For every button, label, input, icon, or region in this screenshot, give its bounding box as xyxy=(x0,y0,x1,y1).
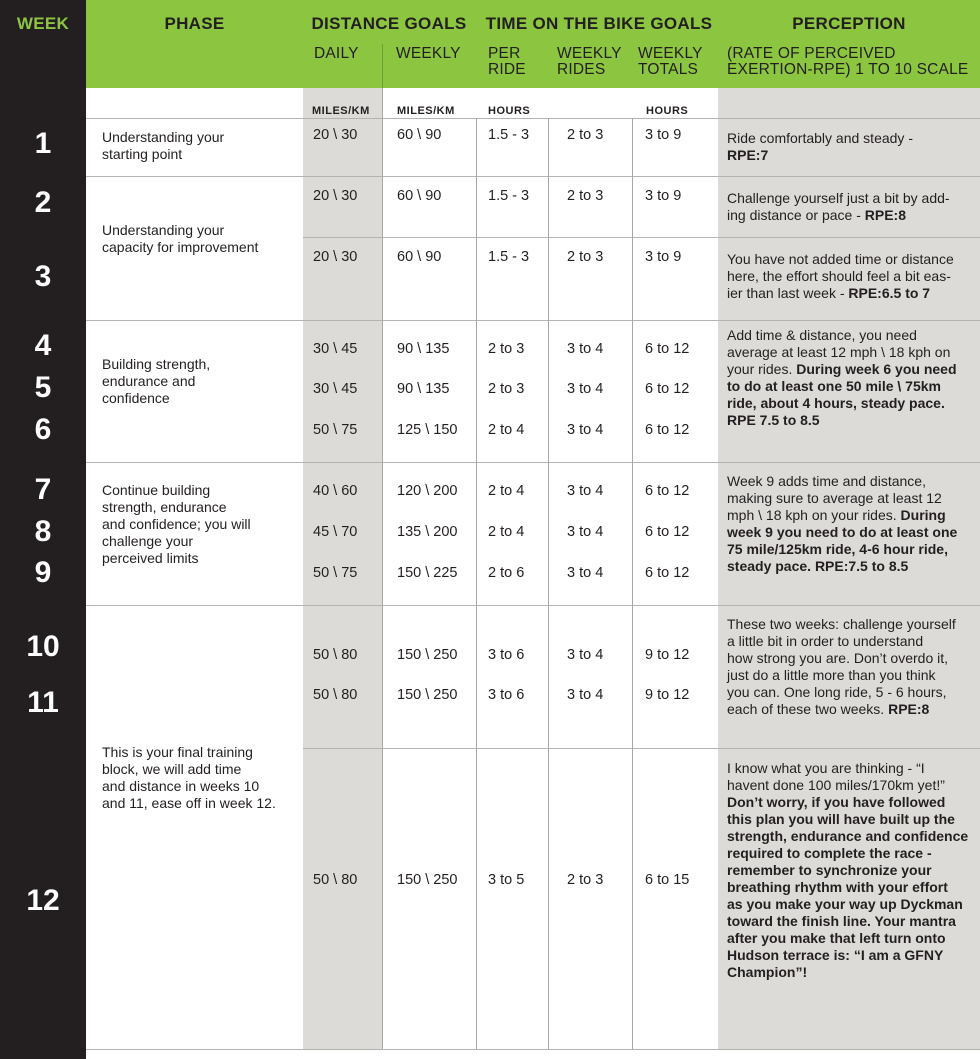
perception-line: ier than last week - xyxy=(727,285,849,301)
table-row xyxy=(0,871,720,891)
phase-line: Understanding your xyxy=(102,222,225,238)
per-ride-cell: 1.5 - 3 xyxy=(488,249,530,265)
weekly-cell: 90 \ 135 xyxy=(397,341,450,357)
phase-line: block, we will add time xyxy=(102,761,242,777)
perception-line: here, the effort should feel a bit eas- xyxy=(727,268,951,284)
table-row xyxy=(0,564,720,584)
daily-cell: 30 \ 45 xyxy=(313,381,358,397)
weekly-totals-cell: 6 to 12 xyxy=(645,341,690,357)
week-number: 2 xyxy=(34,186,52,219)
table-row xyxy=(0,482,720,502)
weekly-rides-cell: 3 to 4 xyxy=(567,647,604,663)
per-ride-cell: 1.5 - 3 xyxy=(488,127,530,143)
weekly-rides-cell: 3 to 4 xyxy=(567,381,604,397)
phase-line: confidence xyxy=(102,390,170,406)
weekly-totals-subheader-1: WEEKLY xyxy=(638,45,703,62)
time-goals-header: TIME ON THE BIKE GOALS xyxy=(485,14,713,33)
header-divider xyxy=(382,44,383,88)
week-number: 1 xyxy=(34,127,52,160)
distance-goals-header: DISTANCE GOALS xyxy=(311,14,467,33)
phase-header: PHASE xyxy=(164,14,225,33)
weekly-rides-cell: 2 to 3 xyxy=(567,872,604,888)
per-ride-subheader-2: RIDE xyxy=(488,61,526,78)
per-ride-cell: 2 to 3 xyxy=(488,381,525,397)
weekly-cell: 135 \ 200 xyxy=(397,524,458,540)
weekly-totals-cell: 6 to 12 xyxy=(645,524,690,540)
row-divider xyxy=(86,320,980,321)
weekly-totals-unit: HOURS xyxy=(646,105,689,117)
row-divider xyxy=(86,176,980,177)
row-divider xyxy=(86,605,980,606)
per-ride-unit: HOURS xyxy=(488,105,531,117)
perception-week-12 xyxy=(727,760,977,981)
table-bottom xyxy=(86,1049,980,1050)
weekly-rides-subheader-2: RIDES xyxy=(557,61,606,78)
weekly-rides-cell: 2 to 3 xyxy=(567,127,604,143)
perception-bold: this plan you will have built up the xyxy=(727,811,955,827)
rpe-value: RPE:6.5 to 7 xyxy=(848,285,931,301)
perception-subheader-2: EXERTION-RPE) 1 TO 10 SCALE xyxy=(727,61,969,78)
perception-line: a little bit in order to understand xyxy=(727,633,924,649)
weekly-cell: 60 \ 90 xyxy=(397,249,442,265)
weekly-totals-cell: 6 to 12 xyxy=(645,483,690,499)
weekly-rides-cell: 3 to 4 xyxy=(567,483,604,499)
perception-line: your rides. xyxy=(727,361,797,377)
perception-line: you can. One long ride, 5 - 6 hours, xyxy=(727,684,947,700)
per-ride-cell: 2 to 3 xyxy=(488,341,525,357)
perception-line: Challenge yourself just a bit by add- xyxy=(727,190,950,206)
phase-line: starting point xyxy=(102,146,183,162)
weekly-subheader: WEEKLY xyxy=(396,45,461,62)
phase-line: and confidence; you will xyxy=(102,516,251,532)
per-ride-cell: 3 to 6 xyxy=(488,647,525,663)
per-ride-cell: 1.5 - 3 xyxy=(488,188,530,204)
table-row xyxy=(0,126,720,146)
week-number: 10 xyxy=(26,630,60,663)
perception-line: You have not added time or distance xyxy=(727,251,954,267)
week-number: 5 xyxy=(34,371,52,404)
rpe-value: RPE:7 xyxy=(727,147,769,163)
perception-line: mph \ 18 kph on your rides. xyxy=(727,507,901,523)
perception-bold: after you make that left turn onto xyxy=(727,930,946,946)
week-number: 6 xyxy=(34,413,52,446)
perception-weeks-7-9 xyxy=(727,473,977,575)
perception-bold: breathing rhythm with your effort xyxy=(727,879,948,895)
perception-week-2 xyxy=(727,190,977,224)
weekly-totals-cell: 6 to 15 xyxy=(645,872,690,888)
week-number: 7 xyxy=(34,473,52,506)
per-ride-cell: 2 to 6 xyxy=(488,565,525,581)
daily-cell: 50 \ 75 xyxy=(313,565,358,581)
week-number: 4 xyxy=(34,329,52,362)
perception-line: ing distance or pace - xyxy=(727,207,865,223)
weekly-unit: MILES/KM xyxy=(397,105,455,117)
perception-line: Ride comfortably and steady - xyxy=(727,130,913,146)
phase-line: Building strength, xyxy=(102,356,211,372)
rpe-value: RPE 7.5 to 8.5 xyxy=(727,412,820,428)
weekly-rides-cell: 2 to 3 xyxy=(567,188,604,204)
table-row xyxy=(0,340,720,360)
week-number: 12 xyxy=(26,884,60,917)
perception-week-1 xyxy=(727,130,977,164)
phase-line: Continue building xyxy=(102,482,211,498)
daily-cell: 20 \ 30 xyxy=(313,249,358,265)
per-ride-cell: 3 to 5 xyxy=(488,872,525,888)
weekly-rides-cell: 3 to 4 xyxy=(567,565,604,581)
daily-cell: 45 \ 70 xyxy=(313,524,358,540)
weekly-rides-cell: 3 to 4 xyxy=(567,341,604,357)
rpe-value: RPE:8 xyxy=(864,207,906,223)
weekly-rides-cell: 3 to 4 xyxy=(567,524,604,540)
weekly-totals-cell: 6 to 12 xyxy=(645,565,690,581)
phase-5-text xyxy=(102,744,276,812)
table-row xyxy=(0,646,720,666)
week-number: 3 xyxy=(34,260,52,293)
table-row xyxy=(0,248,720,268)
perception-bold: week 9 you need to do at least one xyxy=(727,524,958,540)
phase-line: strength, endurance xyxy=(102,499,227,515)
weekly-rides-cell: 2 to 3 xyxy=(567,249,604,265)
perception-bold: During week 6 you need xyxy=(796,361,957,377)
week-number: 8 xyxy=(34,515,52,548)
perception-bold: Hudson terrace is: “I am a GFNY xyxy=(727,947,944,963)
daily-cell: 50 \ 80 xyxy=(313,687,358,703)
perception-week-3 xyxy=(727,251,977,302)
weekly-cell: 125 \ 150 xyxy=(397,422,458,438)
weekly-totals-cell: 3 to 9 xyxy=(645,249,682,265)
weekly-cell: 150 \ 225 xyxy=(397,565,458,581)
weekly-totals-cell: 3 to 9 xyxy=(645,127,682,143)
perception-line: making sure to average at least 12 xyxy=(727,490,942,506)
phase-line: challenge your xyxy=(102,533,194,549)
weekly-cell: 150 \ 250 xyxy=(397,872,458,888)
perception-line: just do a little more than you think xyxy=(727,667,936,683)
weekly-cell: 120 \ 200 xyxy=(397,483,458,499)
perception-line: each of these two weeks. xyxy=(727,701,889,717)
per-ride-cell: 3 to 6 xyxy=(488,687,525,703)
weekly-rides-subheader-1: WEEKLY xyxy=(557,45,622,62)
weekly-cell: 60 \ 90 xyxy=(397,127,442,143)
per-ride-subheader-1: PER xyxy=(488,45,521,62)
phase-line: perceived limits xyxy=(102,550,199,566)
perception-weeks-10-11 xyxy=(727,616,977,718)
daily-cell: 20 \ 30 xyxy=(313,127,358,143)
perception-bold: required to complete the race - xyxy=(727,845,932,861)
table-row xyxy=(0,187,720,207)
weekly-totals-cell: 3 to 9 xyxy=(645,188,682,204)
week-number: 11 xyxy=(27,686,59,719)
perception-bold: Champion”! xyxy=(727,964,808,980)
row-divider xyxy=(303,237,980,238)
phase-line: Understanding your xyxy=(102,129,225,145)
perception-subheader-1: (RATE OF PERCEIVED xyxy=(727,45,896,62)
perception-bold: remember to synchronize your xyxy=(727,862,932,878)
perception-line: These two weeks: challenge yourself xyxy=(727,616,956,632)
rpe-value: RPE:8 xyxy=(888,701,930,717)
row-divider xyxy=(86,118,980,119)
table-row xyxy=(0,380,720,400)
table-row xyxy=(0,421,720,441)
week-header: WEEK xyxy=(16,14,70,33)
perception-bold: strength, endurance and confidence xyxy=(727,828,969,844)
daily-cell: 50 \ 80 xyxy=(313,647,358,663)
daily-subheader: DAILY xyxy=(314,45,359,62)
perception-bold: 75 mile/125km ride, 4-6 hour ride, xyxy=(727,541,948,557)
phase-line: and distance in weeks 10 xyxy=(102,778,260,794)
perception-weeks-4-6 xyxy=(727,327,977,429)
perception-bold: to do at least one 50 mile \ 75km xyxy=(727,378,941,394)
daily-cell: 50 \ 80 xyxy=(313,872,358,888)
perception-bold: Don’t worry, if you have followed xyxy=(727,794,946,810)
daily-unit: MILES/KM xyxy=(312,105,370,117)
perception-line: havent done 100 miles/170km yet!” xyxy=(727,777,945,793)
perception-line: I know what you are thinking - “I xyxy=(727,760,925,776)
week-number: 9 xyxy=(34,556,52,589)
weekly-totals-cell: 9 to 12 xyxy=(645,647,690,663)
row-divider xyxy=(86,462,980,463)
daily-cell: 40 \ 60 xyxy=(313,483,358,499)
perception-line: Week 9 adds time and distance, xyxy=(727,473,926,489)
daily-cell: 30 \ 45 xyxy=(313,341,358,357)
phase-line: endurance and xyxy=(102,373,196,389)
per-ride-cell: 2 to 4 xyxy=(488,422,525,438)
perception-bold: ride, about 4 hours, steady pace. xyxy=(727,395,945,411)
weekly-cell: 150 \ 250 xyxy=(397,687,458,703)
daily-cell: 20 \ 30 xyxy=(313,188,358,204)
phase-line: capacity for improvement xyxy=(102,239,259,255)
table-row xyxy=(0,686,720,706)
perception-bold: toward the finish line. Your mantra xyxy=(727,913,956,929)
weekly-cell: 60 \ 90 xyxy=(397,188,442,204)
per-ride-cell: 2 to 4 xyxy=(488,483,525,499)
row-divider xyxy=(303,748,980,749)
table-row xyxy=(0,523,720,543)
phase-line: and 11, ease off in week 12. xyxy=(102,795,276,811)
perception-bold: During xyxy=(900,507,946,523)
per-ride-cell: 2 to 4 xyxy=(488,524,525,540)
perception-line: how strong you are. Don’t overdo it, xyxy=(727,650,949,666)
perception-line: average at least 12 mph \ 18 kph on xyxy=(727,344,951,360)
weekly-rides-cell: 3 to 4 xyxy=(567,687,604,703)
weekly-cell: 150 \ 250 xyxy=(397,647,458,663)
perception-line: Add time & distance, you need xyxy=(727,327,917,343)
weekly-totals-subheader-2: TOTALS xyxy=(638,61,699,78)
rpe-value: steady pace. RPE:7.5 to 8.5 xyxy=(727,558,909,574)
daily-cell: 50 \ 75 xyxy=(313,422,358,438)
phase-line: This is your final training xyxy=(102,744,253,760)
weekly-totals-cell: 6 to 12 xyxy=(645,381,690,397)
weekly-cell: 90 \ 135 xyxy=(397,381,450,397)
perception-bold: as you make your way up Dyckman xyxy=(727,896,963,912)
perception-header: PERCEPTION xyxy=(792,14,906,33)
weekly-rides-cell: 3 to 4 xyxy=(567,422,604,438)
weekly-totals-cell: 6 to 12 xyxy=(645,422,690,438)
weekly-totals-cell: 9 to 12 xyxy=(645,687,690,703)
